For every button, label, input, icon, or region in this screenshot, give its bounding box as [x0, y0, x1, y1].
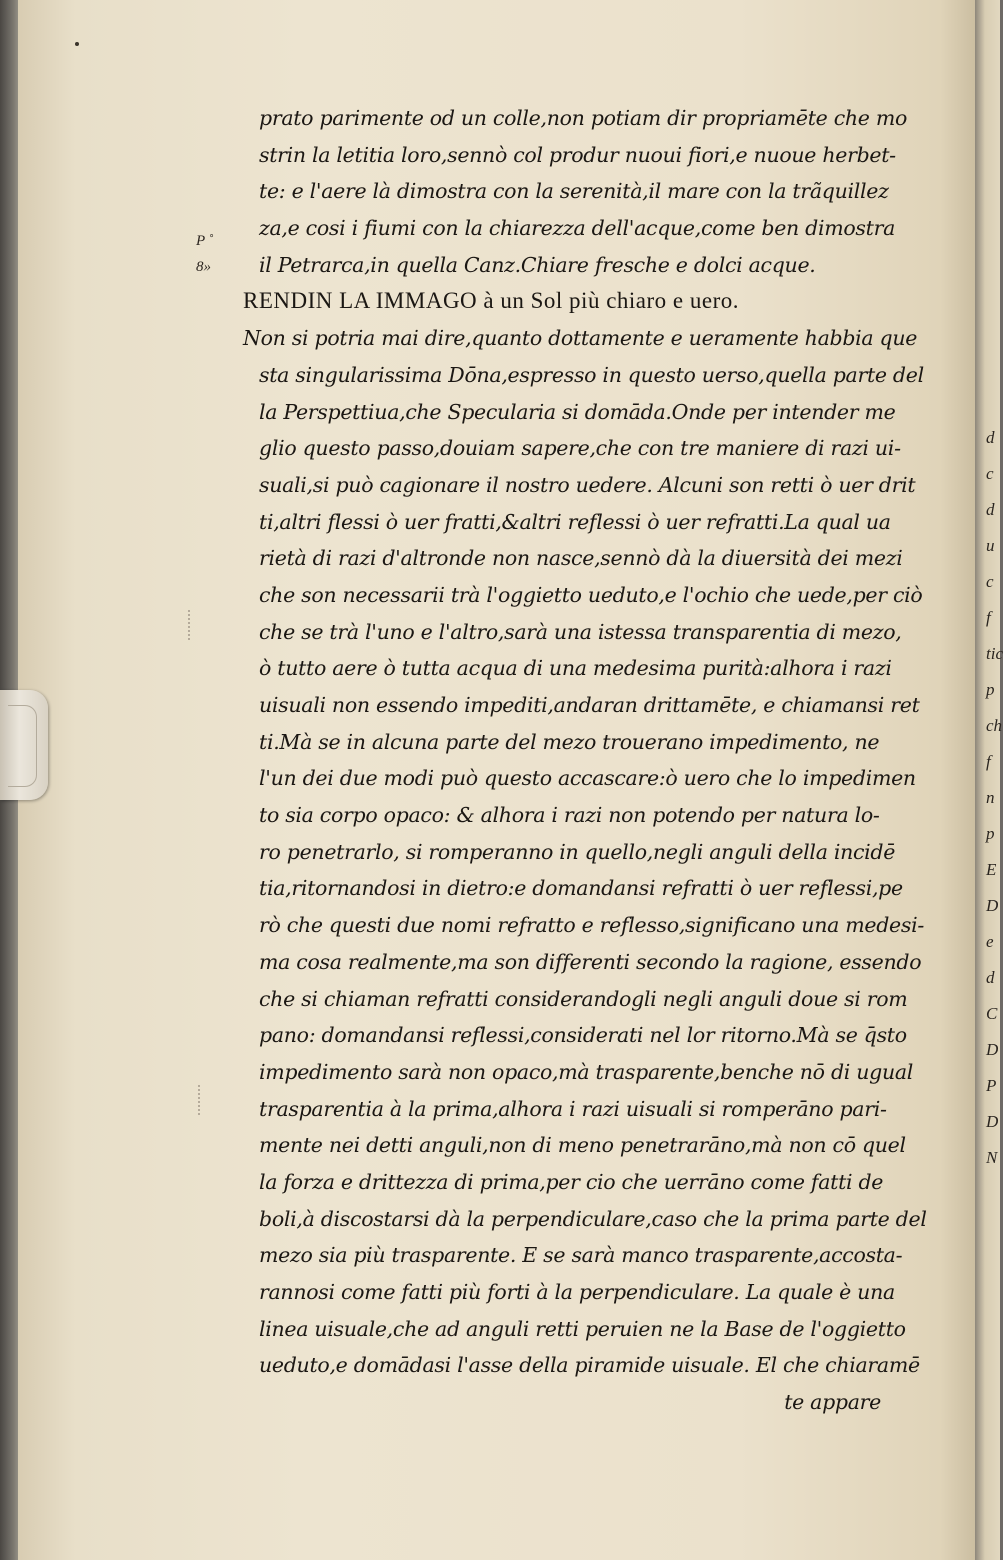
- margin-note: P ˚ 8»: [196, 233, 214, 275]
- text-line: linea uisuale,che ad anguli retti peruien ne la Base de l'oggietto: [259, 1316, 906, 1341]
- text-line: tia,ritornandosi in dietro:e domandansi refratti ò uer reflessi,pe: [259, 876, 903, 901]
- text-block: [243, 100, 927, 1421]
- text-line: suali,si può cagionare il nostro uedere. Alcuni son retti ò uer drit: [259, 472, 916, 497]
- text-line: sta singularissima Dōna,espresso in questo uerso,quella parte del: [259, 362, 924, 387]
- text-line: il Petrarca,in quella Canz.Chiare fresche e dolci acque.: [259, 252, 816, 277]
- text-line: strin la letitia loro,sennò col produr nuoui fiori,e nuoue herbet-: [259, 142, 896, 167]
- text-line: trasparentia à la prima,alhora i razi uisuali si romperāno pari-: [259, 1096, 887, 1121]
- text-line: mente nei detti anguli,non di meno penetrarāno,mà non cō quel: [259, 1133, 906, 1158]
- text-line: impedimento sarà non opaco,mà trasparente,benche nō di ugual: [259, 1059, 914, 1084]
- text-line: ueduto,e domādasi l'asse della piramide uisuale. El che chiaramē: [259, 1353, 920, 1378]
- text-line: pano: domandansi reflessi,considerati nel lor ritorno.Mà se q̄sto: [259, 1023, 907, 1048]
- facing-page-edge-text: d c d u c f tic p ch f n p E D e d C D P D N: [986, 428, 1003, 1167]
- text-line: ro penetrarlo, si romperanno in quello,negli anguli della incidē: [259, 839, 896, 864]
- text-line: mezo sia più trasparente. E se sarà manco trasparente,accosta-: [259, 1243, 903, 1268]
- text-line: za,e cosi i fiumi con la chiarezza dell'acque,come ben dimostra: [259, 216, 896, 241]
- text-line: glio questo passo,douiam sapere,che con tre maniere di razi ui-: [259, 436, 901, 461]
- text-line: boli,à discostarsi dà la perpendiculare,caso che la prima parte del: [259, 1206, 927, 1231]
- text-line: to sia corpo opaco: & alhora i razi non potendo per natura lo-: [259, 803, 880, 828]
- text-line: ti,altri flessi ò uer fratti,&altri reflessi ò uer refratti.La qual ua: [259, 509, 891, 534]
- text-line: rò che questi due nomi refratto e reflesso,significano una medesi-: [259, 913, 924, 938]
- text-line: prato parimente od un colle,non potiam dir propriamēte che mo: [259, 106, 908, 130]
- text-line: rannosi come fatti più forti à la perpendiculare. La quale è una: [259, 1280, 895, 1304]
- text-line: ti.Mà se in alcuna parte del mezo trouerano impedimento, ne: [259, 729, 880, 754]
- text-line: ma cosa realmente,ma son differenti secondo la ragione, essendo: [259, 949, 922, 974]
- ink-spot: [75, 42, 79, 46]
- text-line: che si chiaman refratti considerandogli negli anguli doue si rom: [259, 986, 908, 1011]
- text-line: la Perspettiua,che Specularia si domāda.Onde per intender me: [259, 399, 896, 424]
- text-line: che son necessarii trà l'oggietto ueduto,e l'ochio che uede,per ciò: [259, 582, 923, 607]
- catchword: te appare: [784, 1390, 881, 1415]
- page-clip-inner: [8, 705, 37, 787]
- text-line: l'un dei due modi può questo accascare:ò uero che lo impedimen: [259, 766, 916, 791]
- text-line: la forza e drittezza di prima,per cio che uerrāno come fatti de: [259, 1169, 884, 1194]
- text-line: uisuali non essendo impediti,andaran drittamēte, e chiamansi ret: [259, 693, 920, 717]
- text-line: Non si potria mai dire,quanto dottamente e ueramente habbia que: [243, 326, 918, 351]
- quoted-verse-heading: RENDIN LA IMMAGO à un Sol più chiaro e uero.: [243, 288, 739, 314]
- text-line: te: e l'aere là dimostra con la serenità,il mare con la trãquillez: [259, 179, 889, 204]
- faint-margin-mark: [188, 610, 204, 640]
- text-line: rietà di razi d'altronde non nasce,sennò dà la diuersità dei mezi: [259, 546, 903, 571]
- text-line: che se trà l'uno e l'altro,sarà una istessa transparentia di mezo,: [259, 619, 902, 644]
- faint-margin-mark: [198, 1085, 214, 1115]
- text-line: ò tutto aere ò tutta acqua di una medesima purità:alhora i razi: [259, 656, 892, 681]
